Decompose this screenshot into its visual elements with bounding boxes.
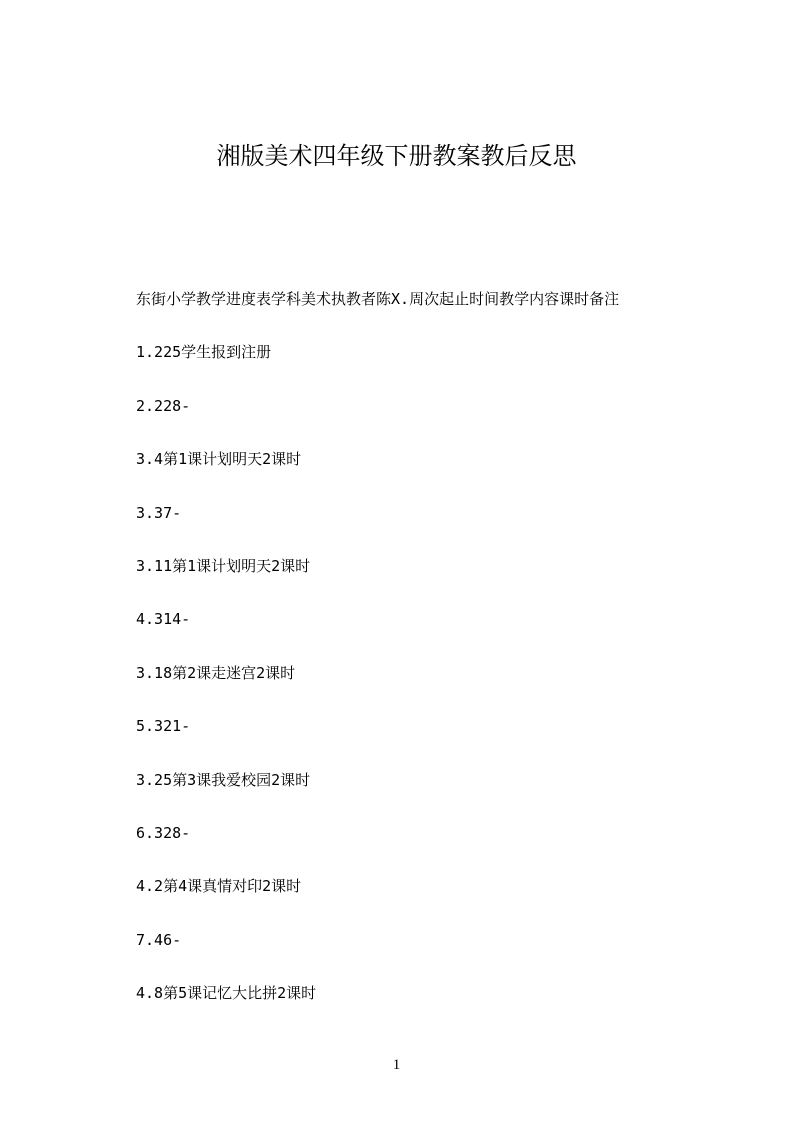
paragraph-line: 3.4第1课计划明天2课时 — [136, 450, 302, 469]
paragraph-line: 6.328- — [136, 823, 191, 842]
paragraph-line: 1.225学生报到注册 — [136, 343, 272, 362]
paragraph-line: 5.321- — [136, 717, 191, 736]
paragraph-line: 4.8第5课记忆大比拼2课时 — [136, 984, 317, 1003]
paragraph-line: 3.37- — [136, 503, 182, 522]
document-body — [136, 288, 696, 1035]
paragraph-line: 4.2第4课真情对印2课时 — [136, 877, 302, 896]
paragraph-line: 东街小学教学进度表学科美术执教者陈X.周次起止时间教学内容课时备注 — [136, 290, 620, 308]
paragraph-line: 2.228- — [136, 396, 191, 415]
paragraph-line: 3.11第1课计划明天2课时 — [136, 556, 311, 575]
paragraph-line: 3.25第3课我爱校园2课时 — [136, 770, 311, 789]
document-title: 湘版美术四年级下册教案教后反思 — [216, 142, 577, 170]
paragraph-line: 7.46- — [136, 930, 182, 949]
paragraph-line: 3.18第2课走迷宫2课时 — [136, 663, 296, 682]
page-number: 1 — [392, 1057, 401, 1073]
paragraph-line: 4.314- — [136, 610, 191, 629]
